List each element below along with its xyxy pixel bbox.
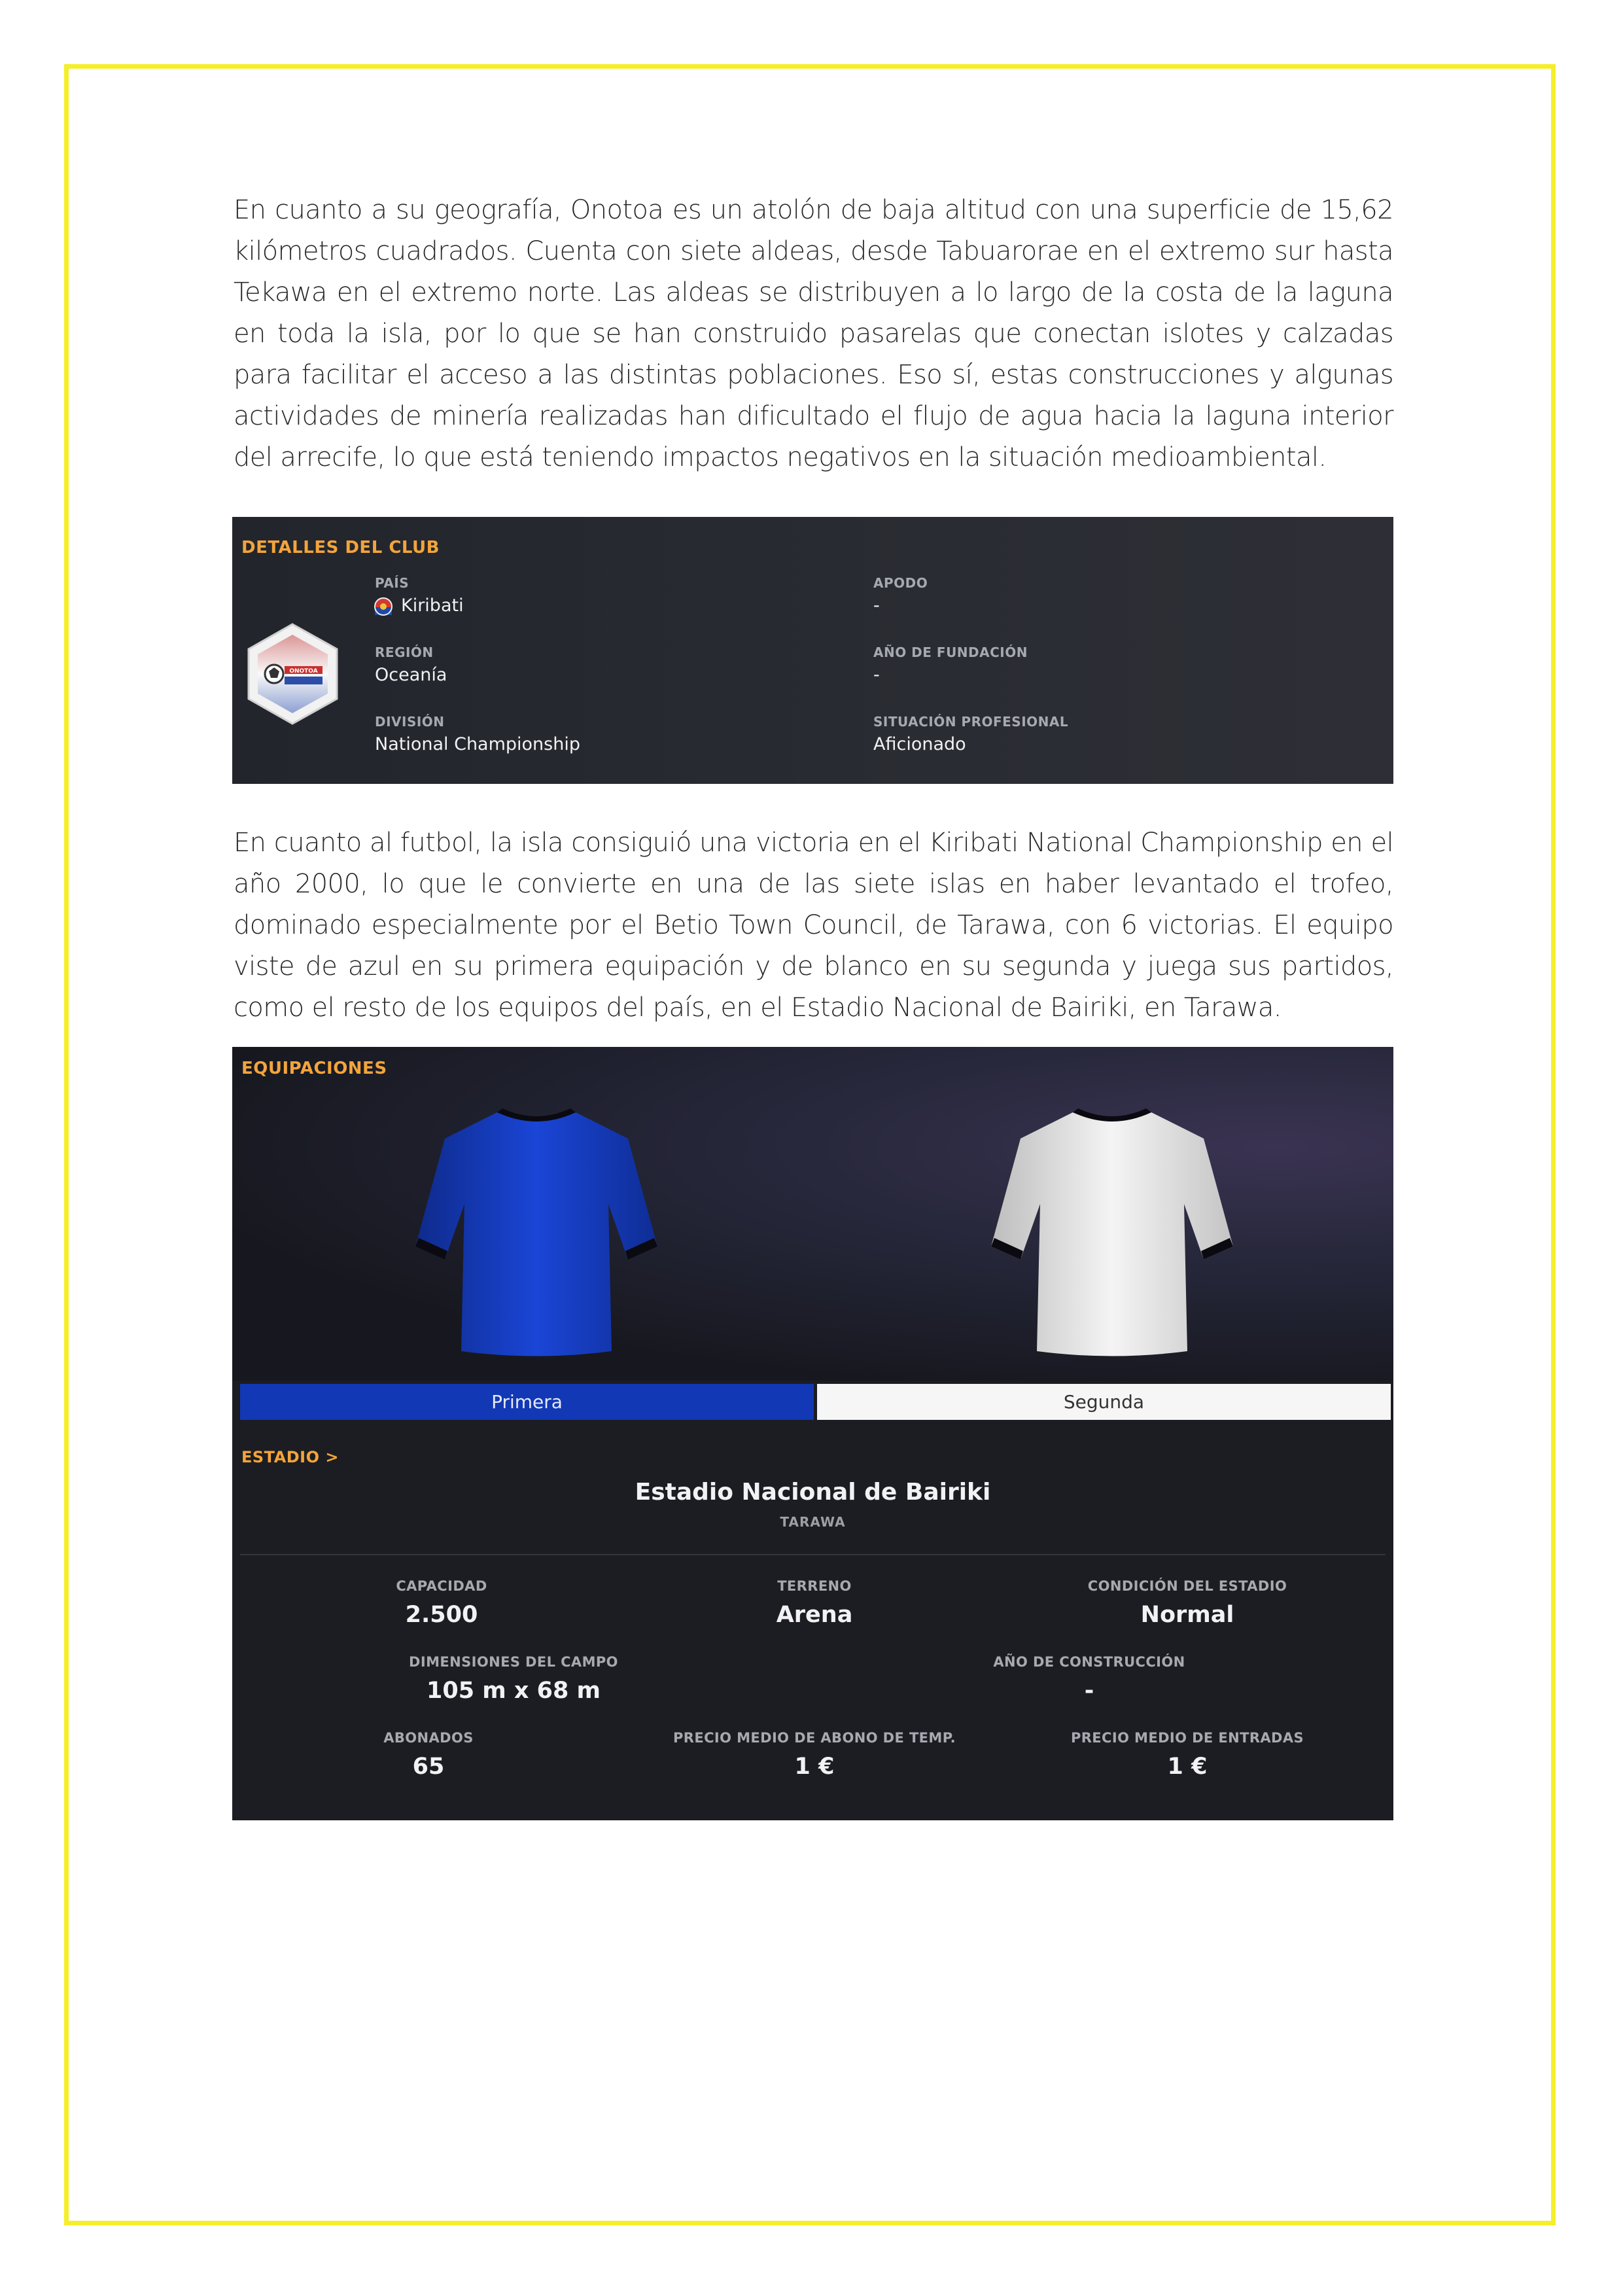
season-price-label: PRECIO MEDIO DE ABONO DE TEMP. [672,1730,956,1746]
kiribati-flag-icon [374,597,393,616]
ticket-price-label: PRECIO MEDIO DE ENTRADAS [1070,1730,1304,1746]
status-value: Aficionado [873,734,966,754]
surface-value: Arena [776,1602,853,1628]
status-label: SITUACIÓN PROFESIONAL [873,714,1069,730]
surface-label: TERRENO [777,1578,852,1594]
kits-title: EQUIPACIONES [241,1059,387,1078]
club-crest-icon [245,622,340,726]
kits-stadium-panel [232,1047,1393,1820]
dimensions-label: DIMENSIONES DEL CAMPO [409,1654,618,1670]
secondary-shirt-image [981,1099,1243,1361]
stadium-city: TARAWA [780,1514,846,1530]
capacity-label: CAPACIDAD [396,1578,487,1594]
division-label: DIVISIÓN [375,714,445,730]
capacity-value: 2.500 [405,1602,478,1628]
tab-primary-kit[interactable]: Primera [240,1384,814,1420]
stadium-name: Estadio Nacional de Bairiki [635,1479,991,1506]
club-details-panel [232,517,1393,784]
founded-label: AÑO DE FUNDACIÓN [873,645,1028,660]
svg-text:ONOTOA: ONOTOA [289,668,318,675]
tab-secondary-kit[interactable]: Segunda [817,1384,1391,1420]
members-value: 65 [412,1754,445,1780]
club-details-title: DETALLES DEL CLUB [241,538,440,557]
primary-shirt-image [406,1099,667,1361]
members-label: ABONADOS [383,1730,474,1746]
built-label: AÑO DE CONSTRUCCIÓN [993,1654,1185,1670]
condition-label: CONDICIÓN DEL ESTADIO [1087,1578,1287,1594]
ticket-price-value: 1 € [1167,1754,1208,1780]
condition-value: Normal [1140,1602,1234,1628]
stadium-link[interactable]: ESTADIO > [241,1448,339,1466]
region-value: Oceanía [375,665,447,685]
nickname-label: APODO [873,575,928,591]
division-value: National Championship [375,734,580,754]
country-value: Kiribati [401,595,464,616]
dimensions-value: 105 m x 68 m [426,1678,601,1704]
nickname-value: - [873,595,880,616]
region-label: REGIÓN [375,645,434,660]
built-value: - [1084,1678,1094,1704]
founded-value: - [873,665,880,685]
country-label: PAÍS [375,575,410,591]
stadium-divider [240,1554,1386,1555]
season-price-value: 1 € [794,1754,835,1780]
paragraph-geography: En cuanto a su geografía, Onotoa es un atolón de baja altitud con una superficie de 15,62 kilómetros cuadrados. Cuenta con siete aldeas, desde Tabuarorae en el extremo sur hasta Tekawa en el extremo norte. Las aldeas se distribuyen a lo largo de la costa de la laguna en toda la isla, por lo que se han construido pasarelas que conectan islotes y calzadas para facilitar el acceso a las distintas poblaciones. Eso sí, estas construcciones y algunas actividades de minería realizadas han dificultado el flujo de agua hacia la laguna interior del arrecife, lo que está teniendo impactos negativos en la situación medioambiental. [234,195,1393,472]
paragraph-football: En cuanto al futbol, la isla consiguió una victoria en el Kiribati National Championship en el año 2000, lo que le convierte en una de las siete islas en haber levantado el trofeo, dominado especialmente por el Betio Town Council, de Tarawa, con 6 victorias. El equipo viste de azul en su primera equipación y de blanco en su segunda y juega sus partidos, como el resto de los equipos del país, en el Estadio Nacional de Bairiki, en Tarawa. [234,828,1393,1023]
